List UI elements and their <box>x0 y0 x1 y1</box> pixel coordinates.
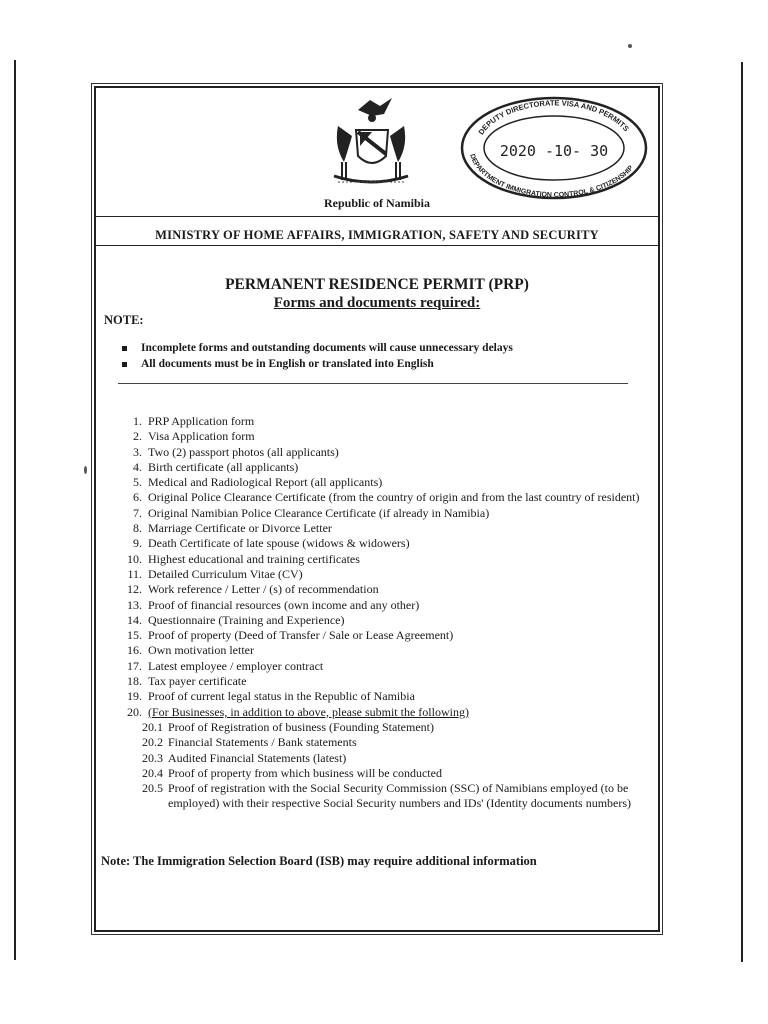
list-item: 12. Work reference / Letter / (s) of recommendation <box>127 582 379 597</box>
divider <box>118 383 628 384</box>
list-item: 2. Visa Application form <box>133 429 255 444</box>
list-item: 5. Medical and Radiological Report (all applicants) <box>133 475 383 490</box>
requirements-list <box>104 414 654 812</box>
official-date-stamp <box>456 92 652 200</box>
list-item: 20.5 Proof of registration with the Social Security Commission (SSC) of Namibians employed (to be employed) with their respective Social Security numbers and IDs' (Identity documents numbers) <box>142 781 632 811</box>
list-item: 20.4 Proof of property from which business will be conducted <box>142 765 442 780</box>
list-item: 20.3 Audited Financial Statements (latest) <box>142 750 347 765</box>
list-item: 20.2 Financial Statements / Bank statements <box>142 735 357 750</box>
coat-of-arms-icon <box>328 96 414 190</box>
list-item: 13. Proof of financial resources (own income and any other) <box>127 597 420 612</box>
document-title: PERMANENT RESIDENCE PERMIT (PRP) <box>225 276 529 293</box>
scan-edge-right <box>741 62 743 962</box>
list-item: All documents must be in English or translated into English <box>122 356 513 372</box>
svg-text:DEPARTMENT IMMIGRATION CONTROL <box>468 153 635 199</box>
list-item: 7. Original Namibian Police Clearance Certificate (if already in Namibia) <box>133 505 490 520</box>
list-item: 18. Tax payer certificate <box>127 674 247 689</box>
list-item: 19. Proof of current legal status in the Republic of Namibia <box>127 689 415 704</box>
stamp-bottom-text: DEPARTMENT IMMIGRATION CONTROL & CITIZENSHIP <box>468 153 635 199</box>
list-item: 20.1 Proof of Registration of business (Founding Statement) <box>142 719 434 734</box>
list-item: 16. Own motivation letter <box>127 643 254 658</box>
list-item: 11. Detailed Curriculum Vitae (CV) <box>127 566 303 581</box>
document-frame <box>94 86 660 932</box>
list-item: 20. (For Businesses, in addition to above, please submit the following) <box>127 704 469 719</box>
bullet-icon <box>122 346 127 351</box>
document-subtitle: Forms and documents required: <box>273 295 481 311</box>
list-item: 1. PRP Application form <box>133 414 255 428</box>
list-item: 4. Birth certificate (all applicants) <box>133 459 299 474</box>
list-item: Incomplete forms and outstanding documents will cause unnecessary delays <box>122 340 513 356</box>
ministry-name: MINISTRY OF HOME AFFAIRS, IMMIGRATION, SAFETY AND SECURITY <box>155 228 599 242</box>
divider <box>96 245 658 246</box>
bullet-icon <box>122 362 127 367</box>
list-item: 15. Proof of property (Deed of Transfer / Sale or Lease Agreement) <box>127 628 454 643</box>
final-note: Note: The Immigration Selection Board (ISB) may require additional information <box>101 854 537 868</box>
country-name: Republic of Namibia <box>323 196 430 210</box>
scan-speck <box>628 44 632 48</box>
list-item: 8. Marriage Certificate or Divorce Letter <box>133 521 332 536</box>
stamp-top-text: DEPUTY DIRECTORATE VISA AND PERMITS <box>476 98 631 137</box>
scan-speck <box>84 466 87 474</box>
divider <box>96 216 658 217</box>
list-item: 6. Original Police Clearance Certificate (from the country of origin and from the last country of resident) <box>133 490 640 505</box>
note-label: NOTE: <box>104 313 144 327</box>
svg-text:DEPUTY DIRECTORATE VISA AND PE <box>477 98 631 136</box>
list-item: 17. Latest employee / employer contract <box>127 658 324 673</box>
list-item: 3. Two (2) passport photos (all applicants) <box>133 444 339 459</box>
stamp-date: 2020 -10- 30 <box>499 142 609 160</box>
list-item: 14. Questionnaire (Training and Experience) <box>127 612 345 627</box>
notes-list <box>122 340 513 372</box>
list-item: 9. Death Certificate of late spouse (widows & widowers) <box>133 536 410 551</box>
list-item: 10. Highest educational and training certificates <box>127 551 360 566</box>
scan-edge-left <box>14 60 16 960</box>
